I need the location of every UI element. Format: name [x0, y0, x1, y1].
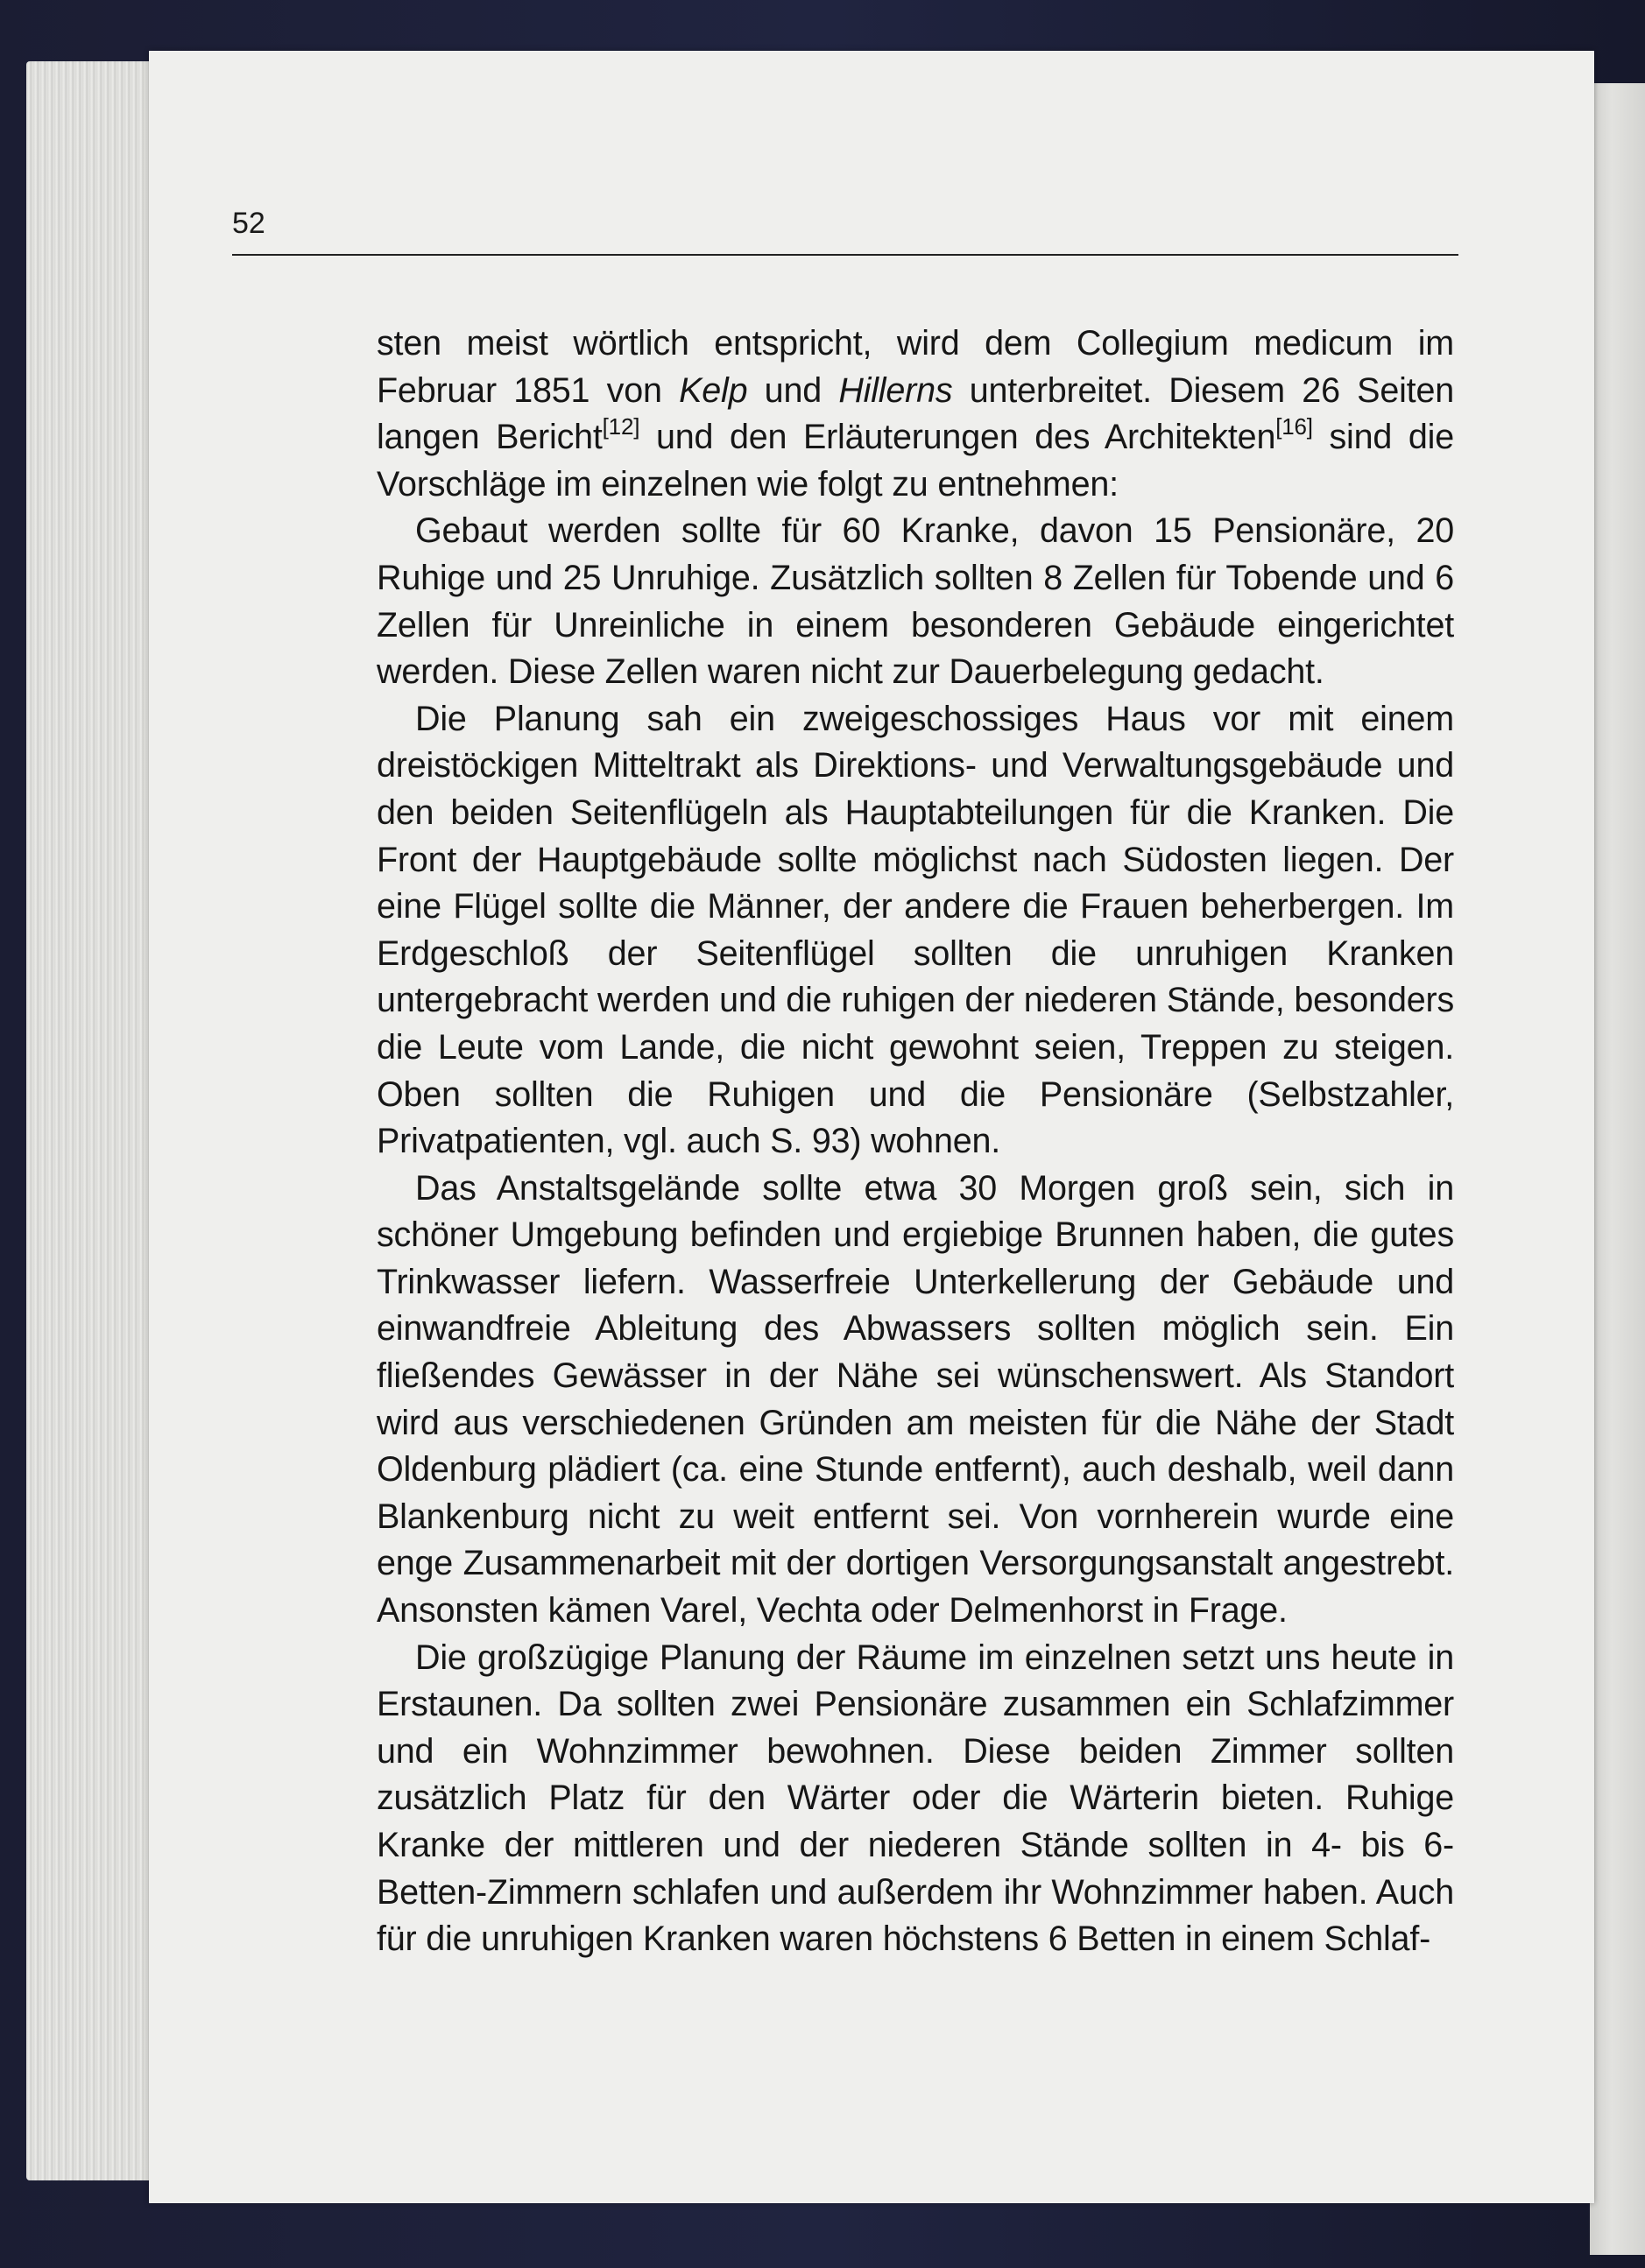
italic-name: Hillerns — [838, 370, 953, 410]
text-run: Gebaut werden sollte für 60 Kranke, davon 15 Pensionäre, 20 Ruhige und 25 Unruhige. Zusätzlich sollten 8 Zellen für Tobende und 6 Zellen für Unreinliche in einem besonderen Gebäude eingerichtet werden. Diese Zellen waren nicht zur Dauerbelegung gedacht. — [377, 511, 1454, 692]
paragraph — [377, 1635, 1454, 1963]
reference-marker: [12] — [602, 413, 640, 440]
text-run: und den Erläuterungen des Architekten — [639, 418, 1276, 457]
italic-name: Kelp — [679, 370, 748, 410]
text-run: Das Anstaltsgelände sollte etwa 30 Morgen groß sein, sich in schöner Umgebung befinden und ergiebige Brunnen haben, die gutes Trinkwasser liefern. Wasserfreie Unterkellerung der Gebäude und einwandfreie Ableitung des Abwassers sollten möglich sein. Ein fließendes Gewässer in der Nähe sei wünschenswert. Als Standort wird aus verschiedenen Gründen am meisten für die Nähe der Stadt Oldenburg plädiert (ca. eine Stunde entfernt), auch deshalb, weil dann Blankenburg nicht zu weit entfernt sei. Von vornherein wurde eine enge Zusammenarbeit mit der dortigen Versorgungsanstalt angestrebt. Ansonsten kämen Varel, Vechta oder Delmenhorst in Frage. — [377, 1168, 1454, 1631]
header-rule — [232, 254, 1458, 256]
page-stack-edges — [26, 61, 166, 2180]
paragraph — [377, 1166, 1454, 1635]
page-number: 52 — [232, 207, 265, 240]
paragraph — [377, 320, 1454, 508]
text-run: Die großzügige Planung der Räume im einzelnen setzt uns heute in Erstaunen. Da sollten zwei Pensionäre zusammen ein Schlafzimmer und ein Wohnzimmer bewohnen. Diese beiden Zimmer sollten zusätzlich Platz für den Wärter oder die Wärterin bieten. Ruhige Kranke der mittleren und der niederen Stände sollten in 4- bis 6-Betten-Zimmern schlafen und außerdem ihr Wohnzimmer haben. Auch für die unruhigen Kranken waren höchstens 6 Betten in einem Schlaf- — [377, 1638, 1454, 1959]
text-run: sind die Vorschläge im einzelnen wie folgt zu entnehmen: — [377, 418, 1454, 504]
text-run: und — [747, 370, 839, 410]
paragraph — [377, 508, 1454, 695]
text-run: sten meist wörtlich entspricht, wird dem Collegium medicum im Februar 1851 von — [377, 324, 1454, 410]
body-text — [377, 320, 1454, 1963]
reference-marker: [16] — [1275, 413, 1313, 440]
text-run: Die Planung sah ein zweigeschossiges Haus vor mit einem dreistöckigen Mitteltrakt als Direktions- und Verwaltungsgebäude und den beiden Seitenflügeln als Hauptabteilungen für die Kranken. Die Front der Hauptgebäude sollte möglichst nach Südosten liegen. Der eine Flügel sollte die Männer, der andere die Frauen beherbergen. Im Erdgeschloß der Seitenflügel sollten die unruhigen Kranken untergebracht werden und die ruhigen der niederen Stände, besonders die Leute vom Lande, die nicht gewohnt seien, Treppen zu steigen. Oben sollten die Ruhigen und die Pensionäre (Selbstzahler, Privatpatienten, vgl. auch S. 93) wohnen. — [377, 699, 1454, 1161]
paragraph — [377, 696, 1454, 1166]
adjacent-page — [1590, 83, 1645, 2255]
text-run: unterbreitet. Diesem 26 Seiten langen Bericht — [377, 370, 1454, 457]
